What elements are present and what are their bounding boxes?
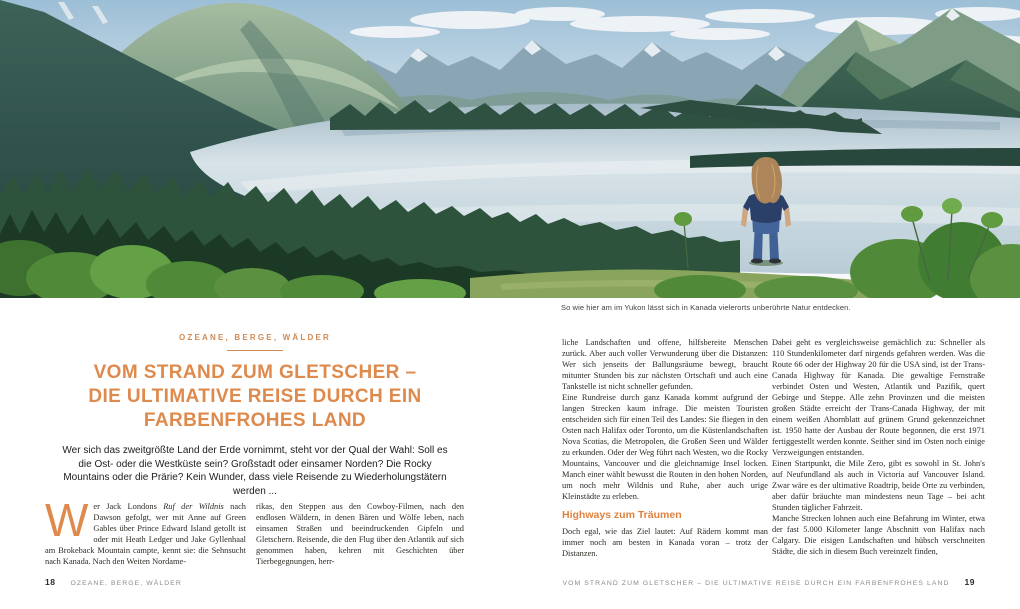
body-column-3 [562,337,768,559]
page-number-right: 19 [964,577,975,587]
paragraph: Manche Strecken lohnen auch eine Befahrung im Winter, etwa der fast 5.000 Kilometer lange Abschnitt von Halifax nach Calgary. Die eisigen Landschaften und hübsch verschneiten Städte, die sich in diesem Buch vereinzelt finden, [772,514,985,556]
body-column-4 [772,337,985,557]
paragraph: Doch egal, wie das Ziel lautet: Auf Rädern kommt man immer noch am besten in Kanada voran – trotz der Distanzen. [562,527,768,558]
kicker-divider [227,350,283,351]
body-text: nach Dawson gefolgt, wer mit Anne auf Green Gables über Prince Edward Island getollt ist oder mit Heath Ledger und Jake Gyllenhaal am Brokeback Mountain campte, kennt sie: die Sehnsucht nach Kanada. Nach den Weiten Nordame- [45,502,246,566]
left-page-footer [45,572,182,590]
section-subhead: Highways zum Träumen [562,509,682,521]
book-title-italic: Ruf der Wildnis [163,502,224,511]
landscape-photo-svg [0,0,1020,298]
hero-photo [0,0,1020,298]
body-column-2 [256,501,464,567]
title-line-3: FARBENFROHES LAND [143,410,367,431]
article-title [25,361,485,433]
body-text: er Jack Londons [93,502,164,511]
paragraph: Eine Rundreise durch ganz Kanada kommt aufgrund der langen Strecken kaum infrage. Die meisten Touristen entscheiden sich für einen Teil des Landes: Sie fliegen in den Osten nach Halifax oder Toronto, um die Küstenlandschaften Nova Scotias, die Metropolen, die Großen Seen und Wälder zu erkunden. Oder der Weg führt nach Westen, wo die Rocky Mountains, Vancouver und die gleichnamige Insel locken. Manch einer wählt bewusst die Routen in den hohen Norden, um noch mehr Wildnis und Ruhe, aber auch urige Kleinstädte zu erleben. [562,393,768,501]
running-head-left: OZEANE, BERGE, WÄLDER [70,580,182,587]
page-number-left: 18 [45,577,56,587]
paragraph: rikas, den Steppen aus den Cowboy-Filmen, nach den endlosen Wäldern, in denen Bären und Wölfe leben, nach einsamen Straßen und beeindruckenden Gipfeln und Gletschern. Reisende, die den Flug über den Atlantik auf sich genommen haben, kehren mit Geschichten über Tierbegegnungen, herr- [256,502,464,566]
paragraph: liche Landschaften und offene, hilfsbereite Menschen zurück. Aber auch voller Verwunderung über die Distanzen: Wer sich jenseits der Ballungsräume bewegt, braucht mitunter Stunden bis zur nächsten Ortschaft und auch eine Tankstelle ist nicht schneller gefunden. [562,338,768,391]
paragraph: Einen Startpunkt, die Mile Zero, gibt es sowohl in St. John's auf Neufundland als auch in Victoria auf Vancouver Island. Zwar wäre es der ultimative Roadtrip, beide Orte zu verbinden, aber dafür bräuchte man mindestens neun Tage – bei acht Stunden täglicher Fahrzeit. [772,459,985,512]
intro-paragraph: Wer sich das zweitgrößte Land der Erde vornimmt, steht vor der Qual der Wahl: Soll es die Ost- oder die Westküste sein? Großstadt oder einsamer Norden? Die Rocky Mountains oder die Prärie? Kein Wunder, dass viele Reisende zu Wiederholungstätern werden ... [62,445,448,497]
drop-cap: W [45,494,89,546]
photo-caption: So wie hier am im Yukon lässt sich in Kanada vielerorts unberührte Natur entdecken. [561,303,851,312]
paragraph [45,494,246,567]
running-head-right: VOM STRAND ZUM GLETSCHER – DIE ULTIMATIVE REISE DURCH EIN FARBENFROHES LAND [562,580,950,587]
title-line-2: DIE ULTIMATIVE REISE DURCH EIN [88,386,422,407]
body-column-1 [45,494,246,567]
title-line-1: VOM STRAND ZUM GLETSCHER – [93,362,417,383]
kicker: OZEANE, BERGE, WÄLDER [179,333,331,342]
paragraph: Dabei geht es vergleichsweise gemächlich zu: Schneller als 110 Stundenkilometer darf nirgends gefahren werden. Was die Route 66 oder der Highway 20 für die USA sind, ist der Trans-Canada Highway für Kanada. Die gewaltige Fernstraße verbindet Osten und Westen, Atlantik und Pazifik, quert Gebirge und Steppe. Alle zehn Provinzen und die meisten großen Städte erreicht der Trans-Canada Highway, der mit einem weißen Ahornblatt auf grünem Grund gekennzeichnet ist. 1950 hatte der Ausbau der Route begonnen, die erst 1971 fertiggestellt werden konnte. Seither sind im Osten noch einige Verzweigungen entstanden. [772,338,985,457]
right-page-footer [563,572,975,590]
